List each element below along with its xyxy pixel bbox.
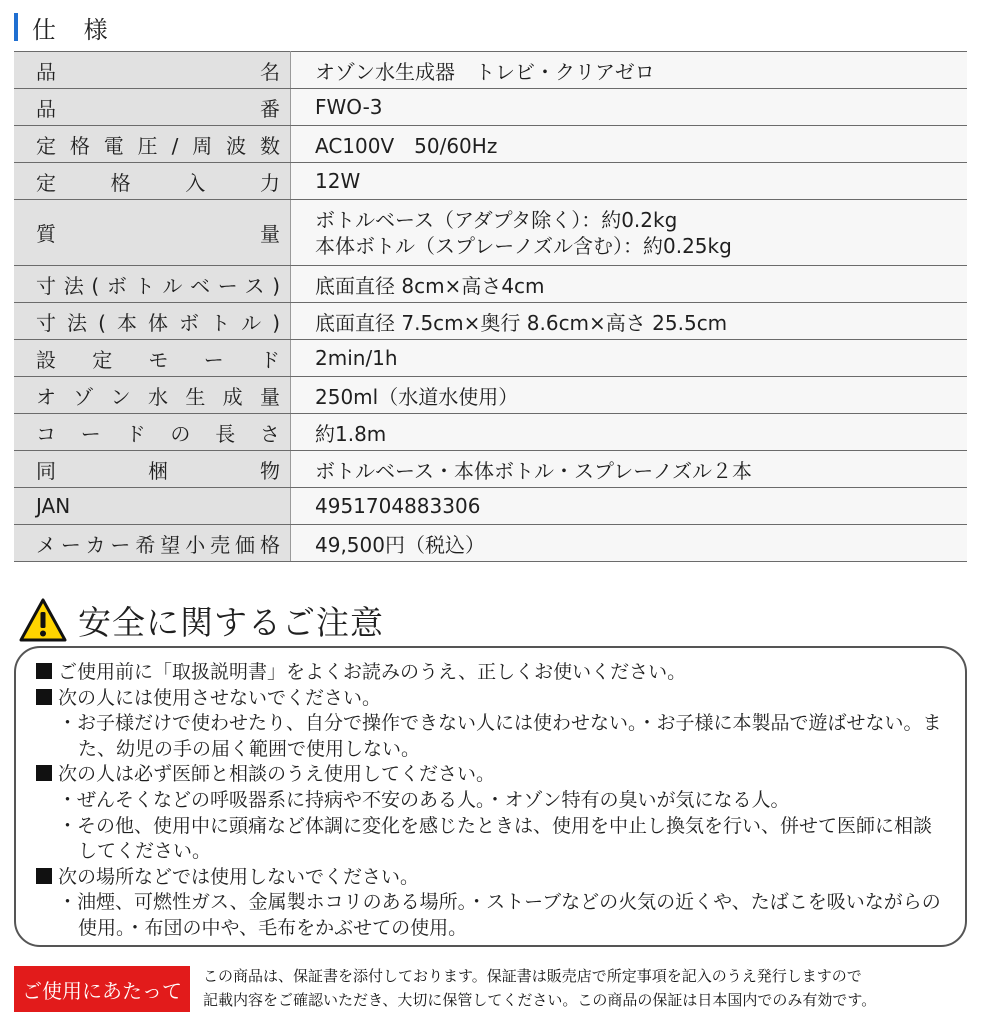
table-row [14,377,967,414]
safety-heading [18,594,384,646]
spec-label: 同梱物 [36,458,280,483]
spec-label: 品番 [36,96,280,121]
spec-title: 仕 様 [32,15,118,44]
spec-label: 寸法(本体ボトル) [36,310,280,335]
spec-value: 約1.8m [291,414,968,451]
table-row [14,52,967,89]
table-row [14,89,967,126]
notice-text: 次の人には使用させないでください。 [58,686,382,709]
bullet-square-icon [36,663,52,679]
spec-value: 2min/1h [291,340,968,377]
spec-label: 寸法(ボトルベース) [36,273,280,298]
safety-notice-box [14,646,967,947]
spec-label: 品名 [36,59,280,84]
notice-item [36,762,947,788]
spec-value: 49,500円（税込） [291,525,968,562]
notice-subitem: ・その他、使用中に頭痛など体調に変化を感じたときは、使用を中止し換気を行い、併せて医師に相談してください。 [58,814,933,863]
table-row [14,525,967,562]
spec-value: 底面直径 7.5cm×奥行 8.6cm×高さ 25.5cm [291,303,968,340]
notice-subitem: ・ぜんそくなどの呼吸器系に持病や不安のある人。・オゾン特有の臭いが気になる人。 [58,788,790,811]
spec-value-line: 本体ボトル（スプレーノズル含む）：約0.25kg [315,233,732,258]
spec-label: JAN [36,494,71,518]
table-row [14,340,967,377]
usage-line: 記載内容をご確認いただき、大切に保管してください。この商品の保証は日本国内でのみ有効です。 [203,991,877,1009]
usage-line: この商品は、保証書を添付しております。保証書は販売店で所定事項を記入のうえ発行しますので [203,967,862,985]
table-row [14,414,967,451]
spec-value [291,200,968,266]
spec-value: FWO-3 [291,89,968,126]
spec-value: 250ml（水道水使用） [291,377,968,414]
bullet-square-icon [36,868,52,884]
usage-notice [203,964,973,1012]
spec-label: 設定モード [36,347,280,372]
usage-badge: ご使用にあたって [14,966,190,1012]
notice-item [36,660,947,686]
warning-triangle-icon [18,597,68,643]
notice-subitem: ・お子様だけで使わせたり、自分で操作できない人には使わせない。・お子様に本製品で遊ばせない。また、幼児の手の届く範囲で使用しない。 [58,712,942,760]
spec-value: AC100V 50/60Hz [291,126,968,163]
table-row [14,303,967,340]
bullet-square-icon [36,765,52,781]
table-row [14,488,967,525]
spec-value: 底面直径 8cm×高さ4cm [291,266,968,303]
spec-label: 定格電圧/周波数 [36,133,280,158]
notice-text: 次の場所などでは使用しないでください。 [58,865,420,888]
spec-label: コードの長さ [36,421,280,446]
table-row [14,451,967,488]
notice-text: ご使用前に「取扱説明書」をよくお読みのうえ、正しくお使いください。 [58,661,687,683]
safety-title: 安全に関するご注意 [78,602,384,642]
spec-label: メーカー希望小売価格 [36,532,280,557]
spec-value: オゾン水生成器 トレビ・クリアゼロ [291,52,968,89]
notice-item [36,865,947,891]
notice-text: 次の人は必ず医師と相談のうえ使用してください。 [58,763,496,786]
spec-value: 12W [291,163,968,200]
table-row [14,200,967,266]
table-row [14,266,967,303]
heading-accent-bar [14,13,18,41]
spec-value: 4951704883306 [291,488,968,525]
notice-item [36,686,947,712]
spec-value-line: ボトルベース（アダプタ除く）：約0.2kg [315,207,678,232]
spec-label: オゾン水生成量 [36,384,280,409]
bullet-square-icon [36,689,52,705]
spec-value: ボトルベース・本体ボトル・スプレーノズル２本 [291,451,968,488]
table-row [14,126,967,163]
table-row [14,163,967,200]
spec-label: 質量 [36,222,280,246]
spec-table [14,51,967,562]
spec-label: 定格入力 [36,170,280,195]
spec-heading [14,10,118,44]
notice-subitem: ・油煙、可燃性ガス、金属製ホコリのある場所。・ストーブなどの火気の近くや、たばこを吸いながらの使用。・布団の中や、毛布をかぶせての使用。 [58,891,941,939]
